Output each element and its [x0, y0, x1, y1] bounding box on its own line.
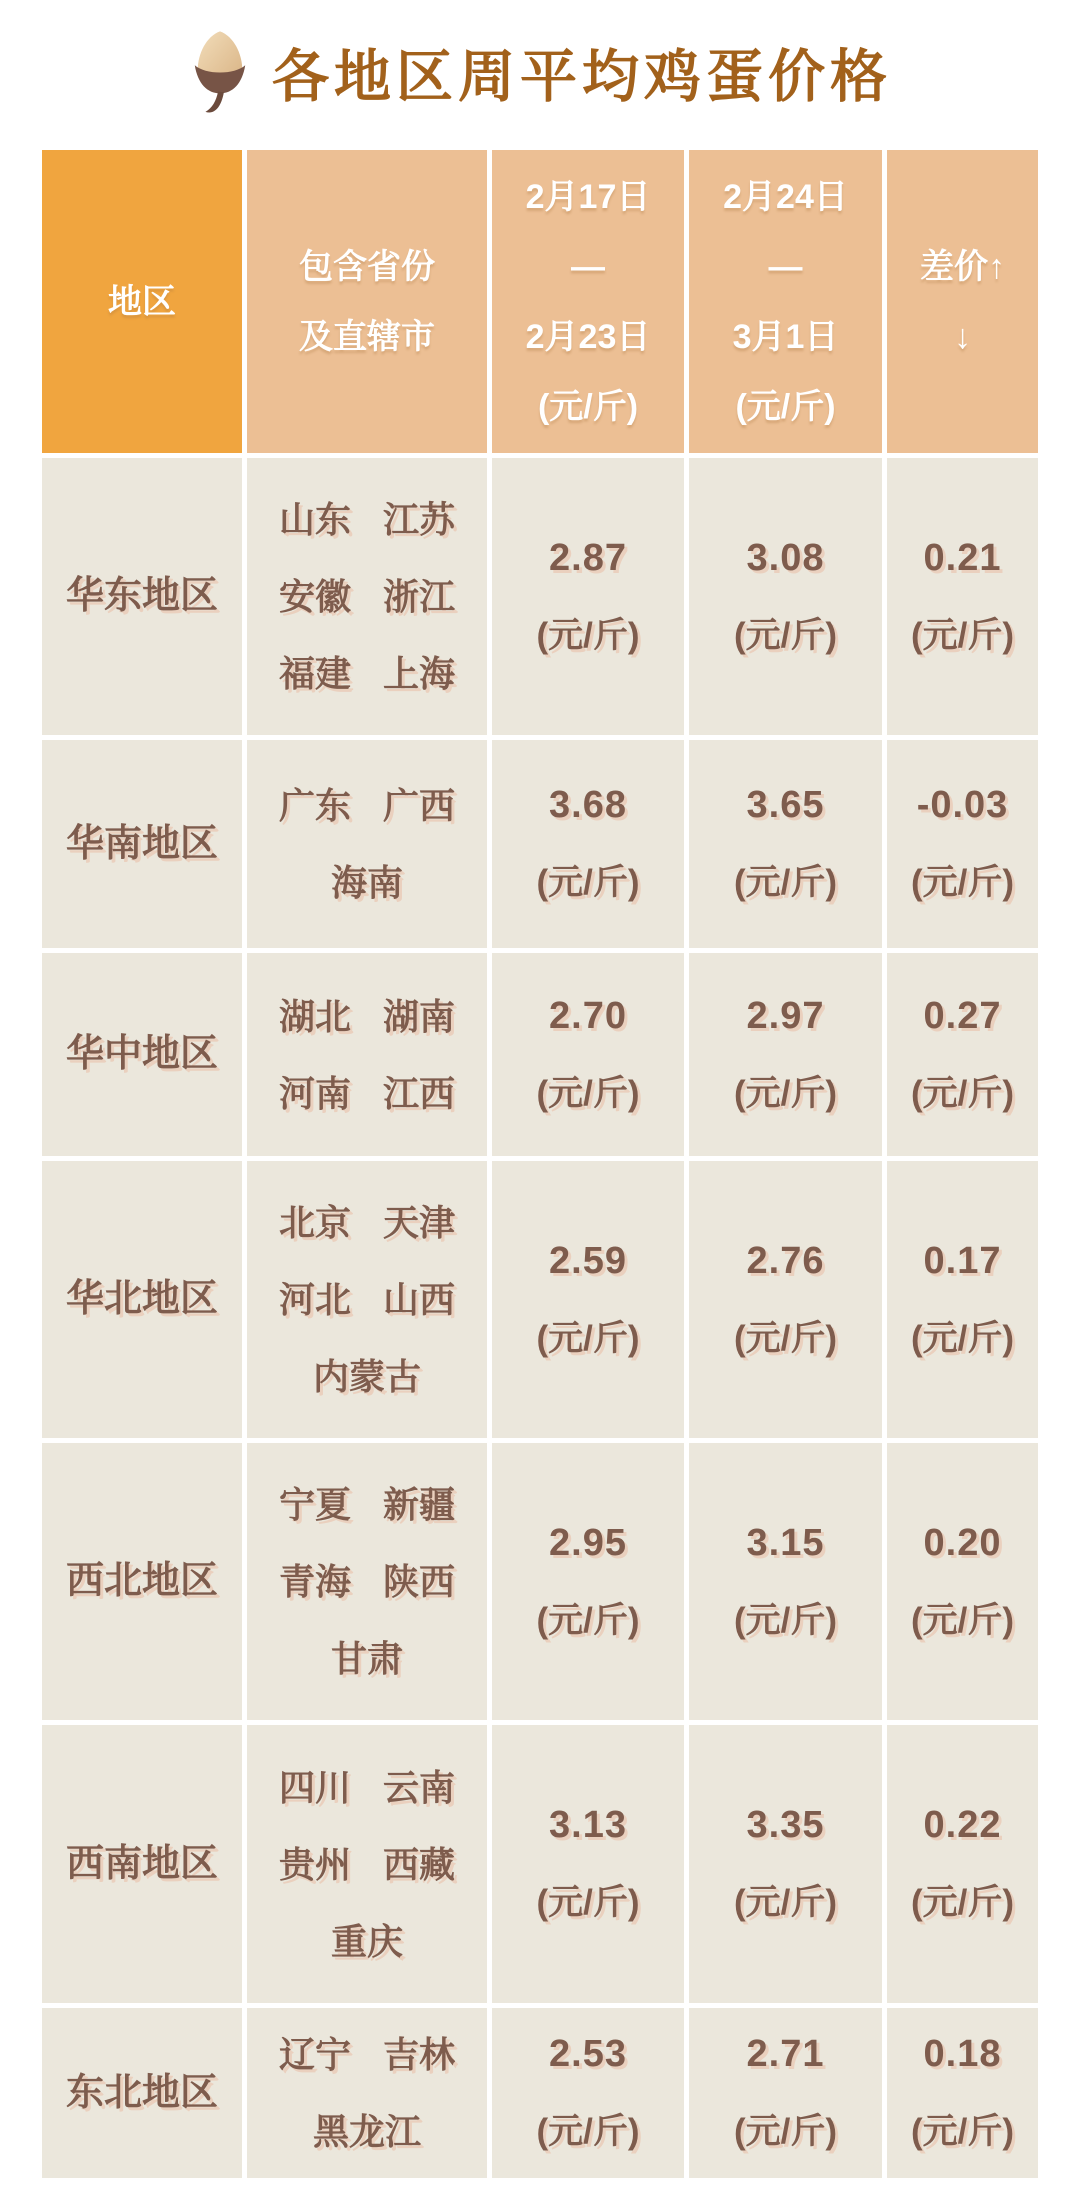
price-unit: (元/斤) — [910, 1318, 1015, 1358]
price-cell-diff — [887, 458, 1038, 735]
price-value: 3.08 — [746, 536, 825, 579]
province-line: 宁夏 新疆 — [278, 1484, 455, 1525]
price-unit: (元/斤) — [733, 1318, 838, 1358]
price-unit: (元/斤) — [536, 863, 640, 902]
header-provinces-line: 包含省份 — [299, 247, 435, 286]
price-unit: (元/斤) — [910, 863, 1015, 902]
cell-line: 重庆 — [330, 1920, 403, 1962]
price-value: 0.22 — [923, 1804, 1002, 1846]
region-cell — [42, 2008, 242, 2178]
price-cell-week2 — [689, 1725, 882, 2003]
cell-line: 甘肃 — [330, 1638, 403, 1679]
price-value: 3.35 — [746, 1804, 825, 1846]
region-cell — [42, 1161, 242, 1438]
price-cell-week2 — [689, 740, 882, 948]
price-cell-week1 — [492, 458, 684, 735]
region-cell — [42, 1443, 242, 1720]
price-value: 3.15 — [746, 1521, 825, 1564]
price-unit: (元/斤) — [910, 1883, 1015, 1922]
provinces-cell — [247, 2008, 487, 2178]
price-unit: (元/斤) — [733, 615, 838, 655]
price-cell-week2 — [689, 953, 882, 1156]
title-bar — [0, 14, 1080, 130]
province-line: 广东 广西 — [278, 785, 455, 826]
region-label: 华南地区 — [65, 822, 218, 865]
provinces-cell — [247, 740, 487, 948]
header-week1-line: 2月23日 — [525, 317, 651, 356]
price-cell-week2 — [689, 1161, 882, 1438]
header-cell-provinces — [247, 150, 487, 453]
price-cell-diff — [887, 1161, 1038, 1438]
region-cell — [42, 1725, 242, 2003]
cell-line: 黑龙江 — [312, 2111, 421, 2152]
header-region-label: 地区 — [108, 282, 176, 321]
price-cell-diff — [887, 1725, 1038, 2003]
price-value: 0.20 — [923, 1521, 1002, 1564]
header-week2-line: (元/斤) — [735, 387, 836, 426]
price-value: 3.68 — [549, 784, 627, 826]
price-unit: (元/斤) — [536, 1318, 640, 1358]
cell-line: 福建 上海 — [278, 653, 455, 694]
price-cell-week2 — [689, 1443, 882, 1720]
header-provinces-line: 及直辖市 — [299, 317, 435, 356]
price-unit: (元/斤) — [910, 615, 1015, 655]
price-unit: (元/斤) — [910, 1073, 1015, 1113]
price-value: 2.87 — [549, 536, 627, 579]
price-unit: (元/斤) — [733, 863, 838, 902]
header-week1-line: (元/斤) — [537, 387, 639, 426]
region-cell — [42, 458, 242, 735]
price-cell-week1 — [492, 953, 684, 1156]
region-label: 西北地区 — [65, 1560, 218, 1602]
price-value: 0.27 — [923, 994, 1002, 1037]
cell-line: 海南 — [330, 862, 403, 903]
region-cell — [42, 953, 242, 1156]
price-cell-diff — [887, 1443, 1038, 1720]
cell-line: 河南 江西 — [278, 1072, 455, 1114]
cell-line: 青海 陕西 — [278, 1561, 455, 1602]
region-label: 华东地区 — [65, 575, 218, 617]
header-week2-line: 2月24日 — [723, 177, 848, 216]
price-unit: (元/斤) — [536, 615, 640, 655]
price-unit: (元/斤) — [733, 1073, 838, 1113]
price-value: -0.03 — [916, 784, 1009, 826]
price-value: 2.59 — [549, 1239, 627, 1282]
province-line: 北京 天津 — [278, 1202, 455, 1243]
header-cell-diff — [887, 150, 1038, 453]
price-value: 2.71 — [746, 2033, 825, 2075]
header-week1-line: — — [571, 247, 605, 286]
acorn-icon — [188, 29, 252, 119]
header-cell-region — [42, 150, 242, 453]
price-unit: (元/斤) — [910, 1600, 1015, 1640]
cell-line: 河北 山西 — [278, 1279, 455, 1320]
header-diff-line: ↓ — [954, 317, 971, 356]
price-value: 2.97 — [746, 994, 825, 1037]
header-diff-line: 差价↑ — [920, 247, 1005, 286]
price-cell-diff — [887, 2008, 1038, 2178]
price-cell-diff — [887, 953, 1038, 1156]
price-cell-diff — [887, 740, 1038, 948]
provinces-cell — [247, 458, 487, 735]
price-value: 2.95 — [549, 1521, 627, 1564]
cell-line: 安徽 浙江 — [278, 576, 455, 617]
province-line: 四川 云南 — [278, 1766, 455, 1808]
price-unit: (元/斤) — [536, 1883, 640, 1922]
header-cell-week1 — [492, 150, 684, 453]
price-value: 2.70 — [549, 994, 627, 1037]
province-line: 山东 江苏 — [278, 499, 455, 540]
price-value: 2.53 — [549, 2033, 627, 2075]
cell-line: 贵州 西藏 — [278, 1843, 455, 1885]
price-unit: (元/斤) — [536, 1073, 640, 1113]
region-label: 东北地区 — [65, 2071, 218, 2114]
price-unit: (元/斤) — [733, 1883, 838, 1922]
region-label: 华中地区 — [65, 1033, 218, 1075]
cell-line: 内蒙古 — [312, 1356, 421, 1397]
price-value: 3.13 — [549, 1804, 627, 1846]
price-value: 0.17 — [923, 1239, 1002, 1282]
price-table — [42, 150, 1038, 2178]
price-cell-week2 — [689, 458, 882, 735]
price-value: 0.18 — [923, 2033, 1002, 2075]
province-line: 辽宁 吉林 — [278, 2034, 455, 2075]
price-value: 0.21 — [923, 536, 1002, 579]
header-week2-line: 3月1日 — [732, 317, 839, 356]
province-line: 湖北 湖南 — [278, 995, 455, 1037]
region-label: 华北地区 — [65, 1278, 218, 1320]
price-value: 3.65 — [746, 784, 825, 826]
price-cell-week1 — [492, 740, 684, 948]
price-cell-week1 — [492, 2008, 684, 2178]
price-unit: (元/斤) — [733, 1600, 838, 1640]
price-cell-week2 — [689, 2008, 882, 2178]
price-cell-week1 — [492, 1161, 684, 1438]
region-label: 西南地区 — [65, 1842, 218, 1885]
region-cell — [42, 740, 242, 948]
provinces-cell — [247, 1161, 487, 1438]
provinces-cell — [247, 953, 487, 1156]
header-week2-line: — — [768, 247, 803, 286]
header-week1-line: 2月17日 — [525, 177, 651, 216]
page-title: 各地区周平均鸡蛋价格 — [272, 45, 892, 109]
price-unit: (元/斤) — [536, 2112, 640, 2151]
provinces-cell — [247, 1443, 487, 1720]
price-unit: (元/斤) — [910, 2112, 1015, 2151]
price-unit: (元/斤) — [536, 1600, 640, 1640]
price-cell-week1 — [492, 1443, 684, 1720]
header-cell-week2 — [689, 150, 882, 453]
provinces-cell — [247, 1725, 487, 2003]
price-unit: (元/斤) — [733, 2112, 838, 2151]
price-value: 2.76 — [746, 1239, 825, 1282]
price-cell-week1 — [492, 1725, 684, 2003]
